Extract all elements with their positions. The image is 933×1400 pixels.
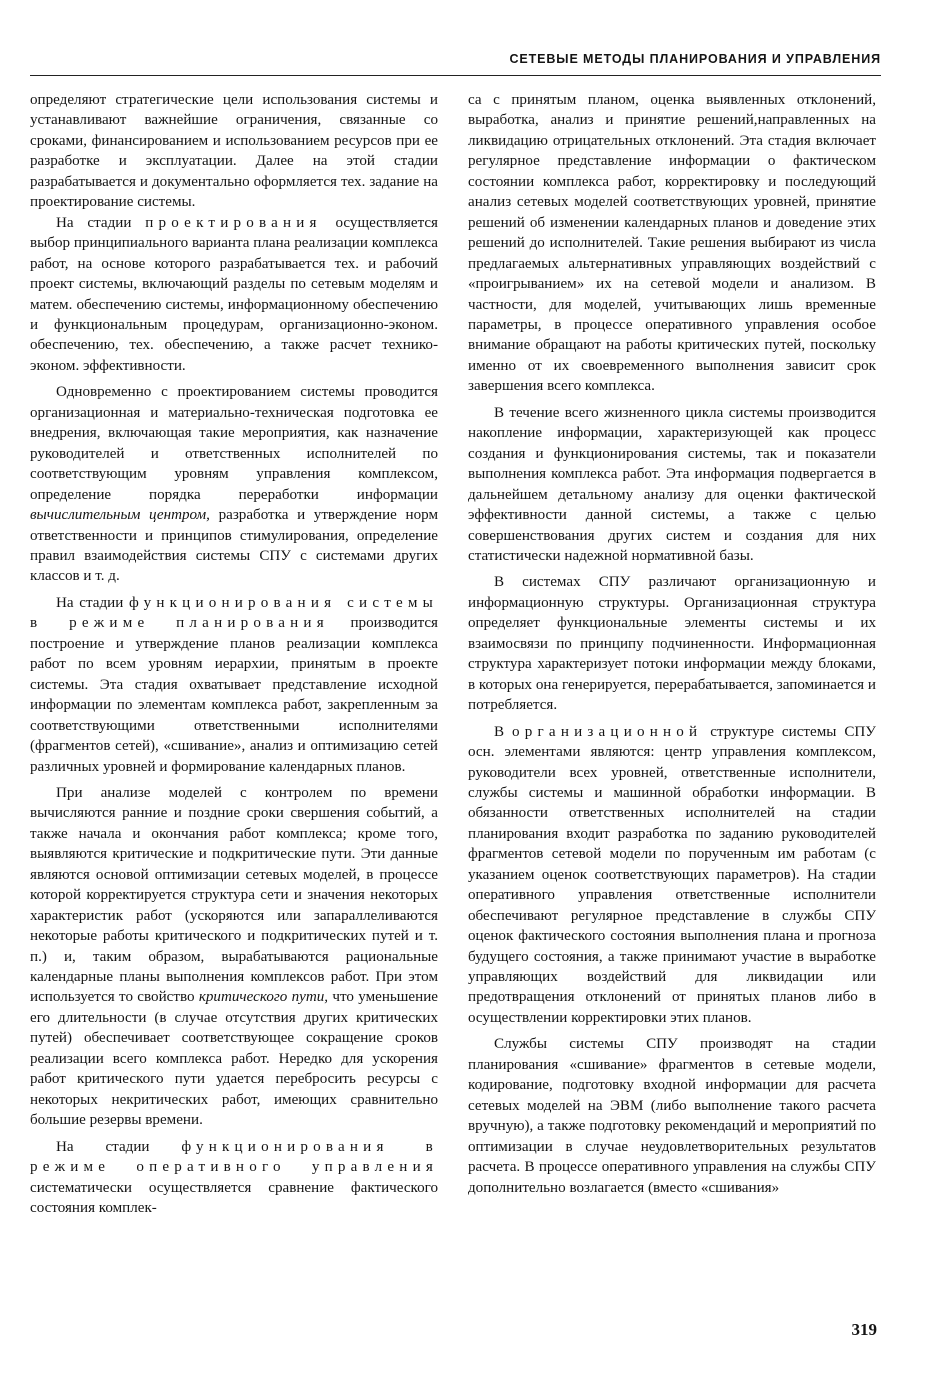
right-paragraph-1: са с принятым планом, оценка выявленных отклонений, выработка, анализ и принятие решений,направленных на ликвидацию отрицательных отклонений. Эта стадия включает регулярное представление информации о фактическом состоянии комплекса работ, корректировку и последующий анализ сетевых моделей соответствующих уровней, принятие решений об изменении календарных планов и доведение этих решений до исполнителей. Такие решения выбирают из числа предлагаемых альтернативных управляющих воздействий с «проигрыванием» их на сетевой модели и анализом. В частности, для моделей, учитывающих лишь временные параметры, в процессе оперативного управления особое внимание обращают на работы критических путей, поскольку именно от их своевременного выполнения зависит срок завершения всего комплекса. bbox=[468, 92, 876, 395]
left-paragraph-3 bbox=[30, 382, 438, 587]
left-paragraph-1: определяют стратегические цели использования системы и устанавливают важнейшие ограничения, связанные со сроками, финансированием и использованием ресурсов при ее разработке и эксплуатации. Далее на этой стадии разрабатывается и документально оформляется тех. задание на проектирование системы. bbox=[30, 92, 438, 211]
stage-lead: На стадии bbox=[56, 594, 124, 611]
stage-lead: На стадии bbox=[56, 1138, 150, 1155]
text-run: При анализе моделей с контролем по времени вычисляются ранние и поздние сроки свершения событий, а также начала и окончания работ комплекса; кроме того, выявляются критические и подкритические пути. Эти данные являются основой оптимизации сетевых моделей, в процессе которой корректируется структура сети и значения некоторых характеристик работ (ускоряются или запараллеливаются некоторые работы критического и подкритических путей и т. п.) и, таким образом, вырабатываются рациональные календарные планы выполнения комплексов работ. При этом используется то свойство bbox=[30, 784, 438, 1006]
stage-text: осуществляется выбор принципиального варианта плана реализации комплекса работ, на основе которого разрабатывается тех. и рабочий проект системы, включающий разделы по сетевым моделям и матем. обеспечению системы, информационному обеспечению и функциональным процедурам, организационно-эконом. обеспечению, тех. обеспечению, а также расчет технико-эконом. эффективности. bbox=[30, 214, 438, 374]
italic-term-critical-path: критического пути, bbox=[198, 989, 329, 1006]
left-paragraph-6 bbox=[30, 1137, 438, 1219]
stage-text: систематически осуществляется сравнение фактического состояния комплек- bbox=[30, 1179, 438, 1217]
stage-term-operational: функционирования в режиме оперативного управления bbox=[30, 1138, 438, 1176]
running-title: СЕТЕВЫЕ МЕТОДЫ ПЛАНИРОВАНИЯ И УПРАВЛЕНИЯ bbox=[509, 52, 881, 66]
text-run: разработка и утверждение норм ответственности и принципов стимулирования, определение правил взаимодействия системы СПУ с системами других классов и т. д. bbox=[30, 507, 439, 585]
right-paragraph-5: Службы системы СПУ производят на стадии планирования «сшивание» фрагментов в сетевые модели, кодирование, подготовку входной информации для расчета сетевых моделей на ЭВМ (либо выполнение такого расчета вручную), а также подготовку рекомендаций и мероприятий по оптимизации в случае неудовлетворительных результатов расчета. В процессе оперативного управления на службы СПУ дополнительно возлагается (вместо «сшивания» bbox=[468, 1036, 876, 1196]
left-paragraph-4 bbox=[30, 593, 438, 777]
header-rule bbox=[30, 75, 881, 76]
text-run: что уменьшение его длительности (в случае отсутствия других критических путей) обеспечивает соответствующее сокращение сроков реализации всего комплекса работ. Нередко для ускорения работ критического пути удается перебросить ресурсы с некоторых некритических работ, имеющих сравнительно большие резервы времени. bbox=[30, 989, 438, 1129]
italic-term-computing-center: вычислительным центром, bbox=[30, 507, 210, 524]
stage-text: производится построение и утверждение планов реализации комплекса работ по всем уровням иерархии, принятым в проекте системы. Эта стадия охватывает представление исходной информации по элементам комплекса работ, закрепленным за соответствующими ответственными исполнителями (фрагментов сетей), «сшивание», анализ и оптимизацию сетей различных уровней и формирование календарных планов. bbox=[30, 615, 438, 775]
left-column bbox=[30, 90, 438, 1218]
term-organizational: организационной bbox=[512, 723, 703, 740]
stage-term-planning: функционирования системы в режиме планирования bbox=[30, 594, 439, 632]
right-paragraph-3: В системах СПУ различают организационную и информационную структуры. Организационная структура определяет функциональные элементы системы и их взаимосвязи по принципу подчиненности. Информационная структура характеризует потоки информации между блоками, в которых она генерируется, перерабатывается, запоминается и потребляется. bbox=[468, 574, 876, 714]
right-column bbox=[468, 90, 876, 1198]
left-paragraph-5 bbox=[30, 783, 438, 1131]
right-paragraph-4 bbox=[468, 722, 876, 1029]
running-header bbox=[30, 52, 881, 74]
text-run: Одновременно с проектированием системы проводится организационная и материально-техническая подготовка ее внедрения, включающая такие мероприятия, как назначение руководителей и ответственных исполнителей по соответствующим уровням управления комплексом, определение порядка переработки информации bbox=[30, 384, 438, 503]
stage-term-design: проектирования bbox=[145, 214, 322, 231]
left-paragraph-2 bbox=[30, 213, 438, 377]
stage-lead: На стадии bbox=[56, 214, 132, 231]
page-number: 319 bbox=[851, 1320, 877, 1339]
right-paragraph-2: В течение всего жизненного цикла системы производится накопление информации, характеризующей как процесс создания и функционирования системы, так и показатели выполнения комплекса работ. Эта информация подвергается в дальнейшем детальному анализу для оценки фактической эффективности данной системы, а также с целью совершенствования других систем и создания для них статистически надежной нормативной базы. bbox=[468, 404, 876, 564]
text-run: структуре системы СПУ осн. элементами являются: центр управления комплексом, руководители всех уровней, ответственные исполнители, службы системы и машинной обработки информации. В обязанности ответственных исполнителей на стадии планирования входит разработка по заданию руководителей фрагментов сетевой модели по порученным им работам (с указанием оценок соответствующих параметров). На стадии оперативного управления ответственные исполнители обеспечивают регулярное представление в службы СПУ оценок фактического состояния выполнения плана и прогноза будущего состояния, а также принимают участие в выработке управляющих воздействий для ликвидации или предотвращения отклонений от принятых планов либо в осуществлении корректировки этих планов. bbox=[468, 723, 876, 1026]
text-run: В bbox=[494, 723, 505, 740]
